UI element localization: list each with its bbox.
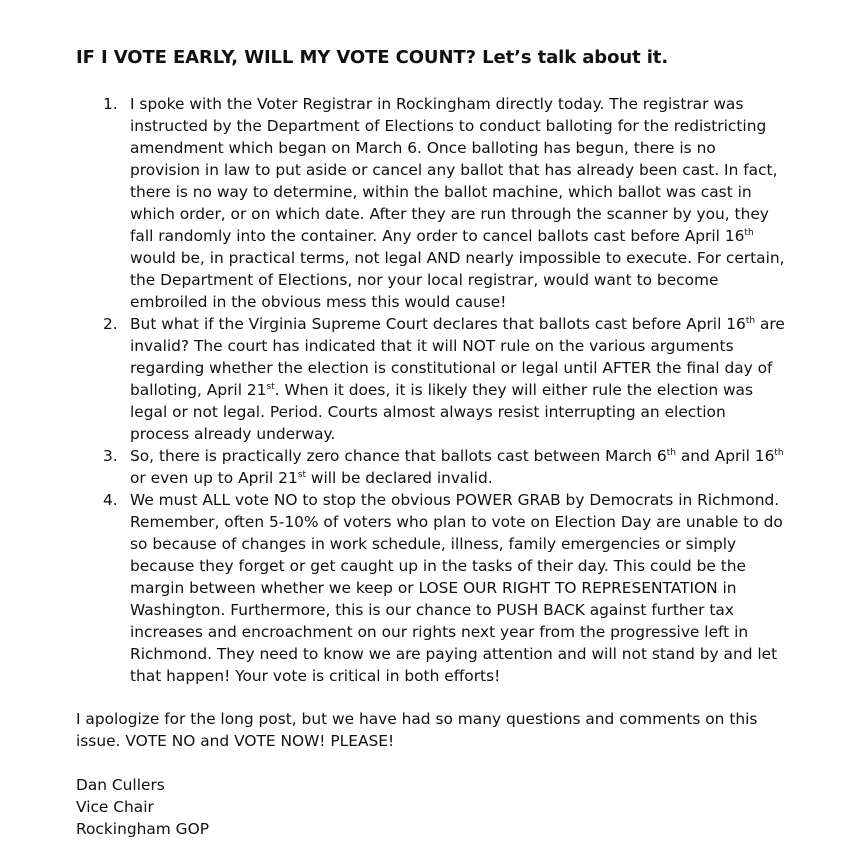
numbered-list xyxy=(76,93,786,687)
ordinal-suffix: th xyxy=(774,448,784,458)
list-item xyxy=(76,445,786,489)
text-segment: We must ALL vote NO to stop the obvious POWER GRAB by Democrats in Richmond. Remember, often 5-10% of voters who plan to vote on Election Day are unable to do so because of changes in work schedule, illness, family emergencies or simply because they forget or get caught up in the tasks of their day. This could be the margin between whether we keep or LOSE OUR RIGHT TO REPRESENTATION in Washington. Furthermore, this is our chance to PUSH BACK against further tax increases and encroachment on our rights next year from the progressive left in Richmond. They need to know we are paying attention and will not stand by and let that happen! Your vote is critical in both efforts! xyxy=(130,491,783,685)
ordinal-suffix: st xyxy=(266,382,275,392)
list-item-text xyxy=(130,315,785,443)
text-segment: will be declared invalid. xyxy=(305,469,493,487)
ordinal-suffix: th xyxy=(745,316,756,326)
text-segment: So, there is practically zero chance that ballots cast between March 6 xyxy=(130,447,667,465)
list-item-text xyxy=(130,95,785,311)
text-segment: are invalid? The court has indicated that it will NOT rule on the various arguments regarding whether the election is constitutional or legal until AFTER the final day of balloting, April 21 xyxy=(130,315,785,399)
list-item-number: 3. xyxy=(103,447,118,465)
list-item-text xyxy=(130,447,784,487)
text-segment: would be, in practical terms, not legal AND nearly impossible to execute. For certain, the Department of Elections, nor your local registrar, would want to become embroiled in the obvious mess this would cause! xyxy=(130,249,785,311)
document-title: IF I VOTE EARLY, WILL MY VOTE COUNT? Let’s talk about it. xyxy=(76,47,669,68)
closing-paragraph: I apologize for the long post, but we have had so many questions and comments on this issue. VOTE NO and VOTE NOW! PLEASE! xyxy=(76,710,758,750)
list-item-number: 2. xyxy=(103,315,118,333)
list-item-number: 4. xyxy=(103,491,118,509)
list-item xyxy=(76,489,786,687)
ordinal-suffix: th xyxy=(666,448,676,458)
list-item-text xyxy=(130,491,783,685)
signature-name: Dan Cullers xyxy=(76,776,165,794)
ordinal-suffix: st xyxy=(297,470,306,480)
text-segment: and April 16 xyxy=(675,447,775,465)
text-segment: or even up to April 21 xyxy=(130,469,298,487)
text-segment: I spoke with the Voter Registrar in Rockingham directly today. The registrar was instructed by the Department of Elections to conduct balloting for the redistricting amendment which began on March 6. Once balloting has begun, there is no provision in law to put aside or cancel any ballot that has already been cast. In fact, there is no way to determine, within the ballot machine, which ballot was cast in which order, or on which date. After they are run through the scanner by you, they fall randomly into the container. Any order to cancel ballots cast before April 16 xyxy=(130,95,778,245)
list-item xyxy=(76,93,786,313)
text-segment: But what if the Virginia Supreme Court declares that ballots cast before April 16 xyxy=(130,315,746,333)
signature-role: Vice Chair xyxy=(76,798,154,816)
list-item xyxy=(76,313,786,445)
signature-block xyxy=(76,774,209,840)
ordinal-suffix: th xyxy=(744,228,754,238)
signature-organization: Rockingham GOP xyxy=(76,820,209,838)
text-segment: . When it does, it is likely they will either rule the election was legal or not legal. Period. Courts almost always resist interrupting an election process already underway. xyxy=(130,381,753,443)
list-item-number: 1. xyxy=(103,95,118,113)
